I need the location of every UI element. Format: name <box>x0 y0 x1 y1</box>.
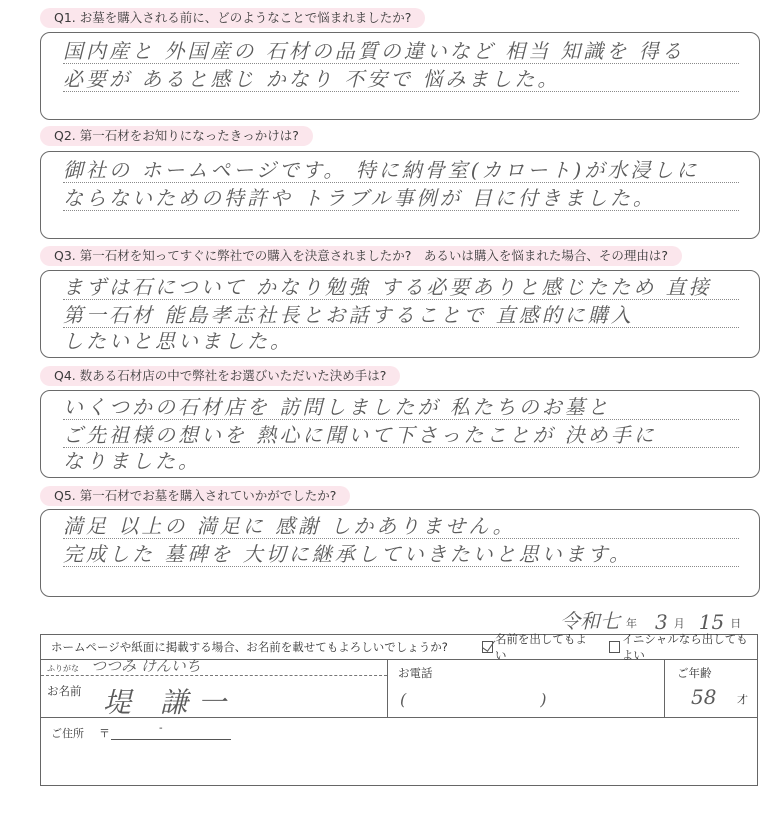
phone-value[interactable]: ( ) <box>400 690 561 709</box>
name-cell <box>41 659 388 717</box>
question-5-label: Q5. 第一石材でお墓を購入されていかがでしたか? <box>40 486 350 506</box>
answer-box-3 <box>40 270 760 358</box>
phone-label: お電話 <box>398 666 433 680</box>
date-year-unit: 年 <box>626 617 637 630</box>
answer-box-4 <box>40 390 760 478</box>
customer-info-table <box>40 634 758 786</box>
answer-3-line-3: したいと思いました。 <box>63 329 293 353</box>
checkbox-empty-icon[interactable] <box>609 641 620 653</box>
question-1-label: Q1. お墓を購入される前に、どのようなことで悩まれましたか? <box>40 8 425 28</box>
answer-3-line-2: 第一石材 能島孝志社長とお話することで 直感的に購入 <box>63 303 739 328</box>
furigana-label: ふりがな <box>47 664 79 673</box>
answer-2-line-2: ならないための特許や トラブル事例が 目に付きました。 <box>63 186 739 211</box>
answer-4-line-1: いくつかの石材店を 訪問しましたが 私たちのお墓と <box>63 395 739 420</box>
answer-1-line-2: 必要が あると感じ かなり 不安で 悩みました。 <box>63 67 739 92</box>
answer-2-line-1: 御社の ホームページです。 特に納骨室(カロート)が水浸しに <box>63 158 739 183</box>
consent-question: ホームページや紙面に掲載する場合、お名前を載せてもよろしいでしょうか? <box>51 640 448 654</box>
date-month: 3 <box>655 610 668 634</box>
question-4-label: Q4. 数ある石材店の中で弊社をお選びいただいた決め手は? <box>40 366 400 386</box>
date-day: 15 <box>698 610 725 634</box>
answer-1-line-1: 国内産と 外国産の 石材の品質の違いなど 相当 知識を 得る <box>63 39 739 64</box>
answer-box-2 <box>40 151 760 239</box>
age-cell <box>665 659 757 717</box>
date-era: 令和七 <box>560 609 620 633</box>
name-phone-age-row <box>41 659 757 718</box>
address-row <box>41 717 757 785</box>
answer-4-line-3: なりました。 <box>63 449 201 473</box>
checkbox-checked-icon[interactable] <box>482 641 493 653</box>
furigana-divider <box>41 675 387 676</box>
answer-5-line-2: 完成した 墓碑を 大切に継承していきたいと思います。 <box>63 542 739 567</box>
name-value[interactable]: 堤 謙一 <box>103 686 236 719</box>
answer-5-line-1: 満足 以上の 満足に 感謝 しかありません。 <box>63 514 739 539</box>
answer-box-1 <box>40 32 760 120</box>
furigana-value[interactable]: つつみ けんいち <box>91 657 201 675</box>
question-2-label: Q2. 第一石材をお知りになったきっかけは? <box>40 126 313 146</box>
postal-dash: - <box>159 723 163 734</box>
phone-cell <box>388 659 665 717</box>
address-label: ご住所 <box>51 727 84 740</box>
answer-4-line-2: ご先祖様の想いを 熱心に聞いて下さったことが 決め手に <box>63 423 739 448</box>
date-day-unit: 日 <box>730 617 742 630</box>
date-row <box>560 606 760 634</box>
answer-box-5 <box>40 509 760 597</box>
name-label: お名前 <box>47 684 82 698</box>
consent-option-initials-label: イニシャルなら出してもよい <box>621 632 748 662</box>
consent-option-name-label: 名前を出してもよい <box>494 632 587 662</box>
postal-mark: 〒 <box>99 727 110 740</box>
age-label: ご年齢 <box>677 666 712 680</box>
answer-3-line-1: まずは石について かなり勉強 する必要ありと感じたため 直接 <box>63 275 739 300</box>
date-month-unit: 月 <box>673 617 685 630</box>
postal-code-field[interactable] <box>111 739 231 740</box>
age-unit: 才 <box>737 693 748 706</box>
age-value[interactable]: 58 <box>691 685 717 709</box>
question-3-label: Q3. 第一石材を知ってすぐに弊社での購入を決意されましたか? あるいは購入を悩まれた場合、その理由は? <box>40 246 682 266</box>
